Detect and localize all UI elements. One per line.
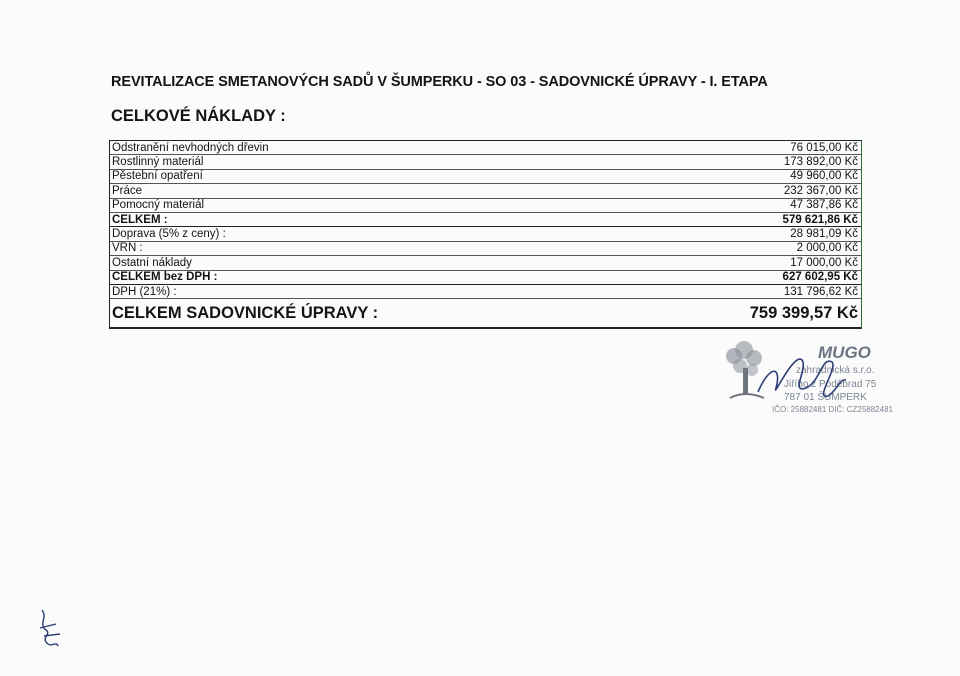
document-title: REVITALIZACE SMETANOVÝCH SADŮ V ŠUMPERKU - SO 03 - SADOVNICKÉ ÚPRAVY - I. ETAPA — [111, 74, 768, 90]
document-subtitle: CELKOVÉ NÁKLADY : — [111, 107, 286, 125]
cost-row-auxiliary-material — [110, 199, 861, 213]
stamp-company-name: MUGO — [818, 343, 871, 362]
stamp-address: Jiřího z Poděbrad 75 — [784, 379, 877, 390]
cost-amount: 76 015,00 Kč — [790, 141, 858, 154]
cost-label: CELKEM bez DPH : — [112, 271, 218, 284]
handwritten-initials — [36, 608, 62, 650]
cost-row-total-excl-vat — [110, 271, 861, 285]
stamp-ids: IČO: 25882481 DIČ: CZ25882481 — [772, 405, 893, 414]
cost-label: VRN : — [112, 242, 143, 255]
grand-total-label: CELKEM SADOVNICKÉ ÚPRAVY : — [112, 304, 379, 323]
cost-amount: 28 981,09 Kč — [790, 228, 858, 241]
cost-table — [109, 140, 862, 329]
cost-label: Pomocný materiál — [112, 199, 205, 212]
cost-label: Rostlinný materiál — [112, 156, 204, 169]
cost-row-labour — [110, 184, 861, 198]
cost-amount: 47 387,86 Kč — [790, 199, 858, 212]
cost-amount: 579 621,86 Kč — [782, 213, 858, 226]
cost-amount: 627 602,95 Kč — [782, 271, 858, 284]
cost-row-plant-material — [110, 155, 861, 169]
grand-total-amount: 759 399,57 Kč — [749, 304, 858, 323]
cost-label: DPH (21%) : — [112, 285, 177, 298]
stamp-line-2: zahradnická s.r.o. — [796, 365, 875, 376]
cost-row-grand-total — [110, 299, 861, 329]
cost-amount: 17 000,00 Kč — [790, 256, 858, 269]
cost-row-tree-removal — [110, 141, 861, 155]
cost-row-subtotal — [110, 213, 861, 227]
company-stamp — [710, 334, 900, 414]
cost-amount: 232 367,00 Kč — [783, 184, 858, 197]
cost-amount: 49 960,00 Kč — [790, 170, 858, 183]
cost-row-vat — [110, 285, 861, 299]
cost-amount: 131 796,62 Kč — [783, 285, 858, 298]
cost-label: Práce — [112, 184, 143, 197]
cost-row-cultivation — [110, 170, 861, 184]
cost-row-transport — [110, 227, 861, 241]
cost-label: Odstranění nevhodných dřevin — [112, 141, 269, 154]
cost-amount: 173 892,00 Kč — [783, 156, 858, 169]
cost-label: Doprava (5% z ceny) : — [112, 228, 226, 241]
cost-amount: 2 000,00 Kč — [796, 242, 858, 255]
cost-row-other — [110, 256, 861, 270]
cost-label: Pěstební opatření — [112, 170, 203, 183]
cost-row-vrn — [110, 242, 861, 256]
cost-label: CELKEM : — [112, 213, 168, 226]
stamp-city: 787 01 ŠUMPERK — [784, 392, 867, 403]
cost-label: Ostatní náklady — [112, 256, 192, 269]
